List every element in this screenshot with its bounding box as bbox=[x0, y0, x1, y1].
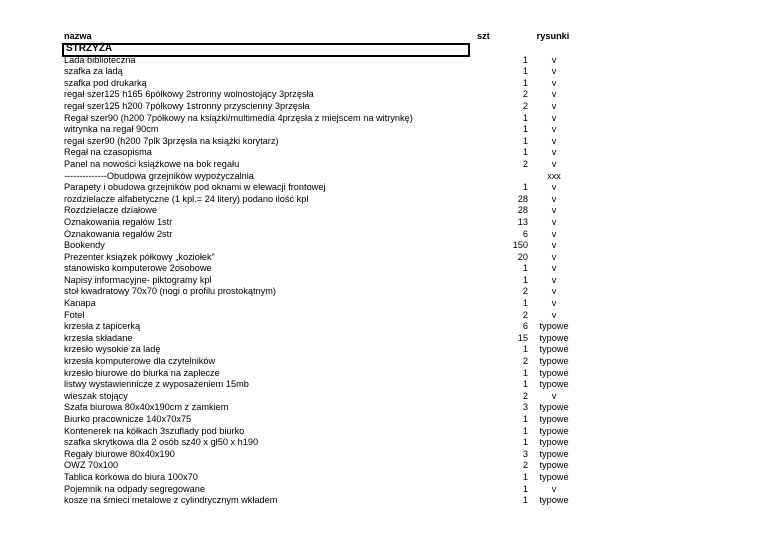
qty-cell[interactable]: 2 bbox=[522, 460, 528, 471]
qty-cell[interactable]: 150 bbox=[512, 240, 528, 251]
item-name-cell[interactable]: Oznakowania regałów 2str bbox=[64, 228, 173, 239]
item-name-cell[interactable]: Tablica korkowa do biura 100x70 bbox=[64, 471, 198, 482]
drawing-cell[interactable]: v bbox=[551, 216, 557, 227]
item-name-cell[interactable]: krzesło wysokie za ladę bbox=[64, 344, 161, 355]
qty-cell[interactable]: 2 bbox=[522, 309, 528, 320]
item-name-cell[interactable]: stoł kwadratowy 70x70 (nogi o profilu prostokątnym) bbox=[64, 286, 276, 297]
qty-cell[interactable]: 1 bbox=[522, 182, 528, 193]
table-row[interactable] bbox=[62, 379, 569, 391]
column-header-qty[interactable]: szt bbox=[477, 31, 490, 41]
table-row[interactable] bbox=[62, 263, 557, 275]
qty-cell[interactable]: 3 bbox=[522, 402, 528, 413]
table-row[interactable] bbox=[62, 495, 569, 507]
item-name-cell[interactable]: Bookendy bbox=[64, 240, 105, 251]
table-row[interactable] bbox=[62, 321, 569, 333]
qty-cell[interactable]: 1 bbox=[522, 298, 528, 309]
table-row[interactable] bbox=[62, 216, 557, 229]
qty-cell[interactable]: 2 bbox=[522, 356, 528, 367]
qty-cell[interactable]: 2 bbox=[522, 100, 528, 111]
item-name-cell[interactable]: szafka skrytkowa dla 2 osób sz40 x gł50 x h190 bbox=[64, 437, 259, 448]
item-name-cell[interactable]: stanowisko komputerowe 2osobowe bbox=[64, 263, 212, 274]
drawing-cell[interactable]: v bbox=[551, 298, 557, 309]
drawing-cell[interactable]: typowe bbox=[539, 471, 569, 482]
table-row[interactable] bbox=[62, 158, 557, 171]
table-row[interactable] bbox=[62, 193, 557, 206]
drawing-cell[interactable]: typowe bbox=[539, 414, 569, 424]
drawing-cell[interactable]: typowe bbox=[539, 402, 569, 413]
table-row[interactable] bbox=[62, 425, 569, 438]
qty-cell[interactable]: 1 bbox=[522, 495, 528, 506]
item-name-cell[interactable]: kosze na śmieci metalowe z cylindrycznym wkładem bbox=[64, 495, 278, 506]
qty-cell[interactable]: 1 bbox=[522, 379, 528, 390]
table-row[interactable] bbox=[62, 448, 569, 461]
table-row[interactable] bbox=[62, 390, 557, 403]
drawing-cell[interactable]: typowe bbox=[539, 379, 569, 390]
item-name-cell[interactable]: Szafa biurowa 80x40x190cm z zamkiem bbox=[64, 402, 229, 413]
item-name-cell[interactable]: krzesła z tapicerką bbox=[64, 321, 141, 332]
table-row[interactable] bbox=[62, 77, 557, 90]
table-row[interactable] bbox=[62, 344, 569, 356]
qty-cell[interactable]: 28 bbox=[517, 193, 528, 204]
item-name-cell[interactable]: OWZ 70x100 bbox=[64, 460, 119, 471]
table-row[interactable] bbox=[62, 170, 561, 183]
item-name-cell[interactable]: rozdzielacze alfabetyczne (1 kpl.= 24 litery) podano ilość kpl bbox=[64, 193, 309, 204]
item-name-cell[interactable]: Oznakowania regałów 1str bbox=[64, 216, 173, 227]
qty-cell[interactable]: 15 bbox=[517, 332, 528, 343]
drawing-cell[interactable]: v bbox=[551, 263, 557, 274]
drawing-cell[interactable]: typowe bbox=[539, 321, 569, 332]
table-row[interactable] bbox=[62, 100, 557, 113]
table-row[interactable] bbox=[62, 251, 557, 264]
drawing-cell[interactable]: typowe bbox=[539, 437, 569, 448]
qty-cell[interactable]: 1 bbox=[522, 471, 528, 482]
table-row[interactable] bbox=[62, 182, 557, 194]
table-row[interactable] bbox=[62, 460, 569, 472]
drawing-cell[interactable]: v bbox=[551, 124, 557, 135]
table-row[interactable] bbox=[62, 124, 557, 136]
qty-cell[interactable]: 3 bbox=[522, 448, 528, 459]
qty-cell[interactable]: 1 bbox=[522, 344, 528, 355]
drawing-cell[interactable]: v bbox=[551, 286, 557, 297]
item-name-cell[interactable]: regał szer125 h165 6półkowy 2stronny wolnostojący 3przęsła bbox=[64, 89, 314, 100]
table-row[interactable] bbox=[62, 437, 569, 449]
drawing-cell[interactable]: v bbox=[551, 135, 557, 146]
drawing-cell[interactable]: xxx bbox=[547, 170, 561, 181]
drawing-cell[interactable]: v bbox=[551, 483, 557, 494]
drawing-cell[interactable]: v bbox=[551, 228, 557, 239]
drawing-cell[interactable]: typowe bbox=[539, 332, 569, 343]
item-name-cell[interactable]: Pojemnik na odpady segregowane bbox=[64, 483, 205, 494]
column-header-drawings[interactable]: rysunki bbox=[536, 31, 570, 41]
qty-cell[interactable]: 2 bbox=[522, 286, 528, 297]
drawing-cell[interactable]: typowe bbox=[539, 344, 569, 355]
qty-cell[interactable]: 1 bbox=[522, 437, 528, 448]
table-row[interactable] bbox=[62, 54, 557, 67]
drawing-cell[interactable]: v bbox=[551, 66, 557, 77]
column-header-name[interactable]: nazwa bbox=[64, 31, 92, 41]
drawing-cell[interactable]: typowe bbox=[539, 448, 569, 459]
item-name-cell[interactable]: regał szer90 (h200 7plk 3przęsła na książki korytarz) bbox=[64, 135, 279, 146]
table-row[interactable] bbox=[62, 367, 569, 380]
qty-cell[interactable]: 6 bbox=[522, 321, 528, 332]
item-name-cell[interactable]: krzesła komputerowe dla czytelników bbox=[64, 356, 216, 367]
item-name-cell[interactable]: Biurko pracownicze 140x70x75 bbox=[64, 414, 192, 424]
item-name-cell[interactable]: --------------Obudowa grzejników wypożyczalnia bbox=[64, 170, 254, 181]
table-row[interactable] bbox=[62, 298, 557, 310]
item-name-cell[interactable]: Panel na nowości książkowe na bok regału bbox=[64, 158, 240, 169]
drawing-cell[interactable]: typowe bbox=[539, 495, 569, 506]
table-body bbox=[62, 54, 569, 507]
drawing-cell[interactable]: v bbox=[551, 158, 557, 169]
table-row[interactable] bbox=[62, 89, 557, 101]
item-name-cell[interactable]: Regały biurowe 80x40x190 bbox=[64, 448, 175, 459]
drawing-cell[interactable]: v bbox=[551, 147, 557, 158]
item-name-cell[interactable]: Kanapa bbox=[64, 298, 96, 309]
item-name-cell[interactable]: Prezenter książek półkowy „koziołek” bbox=[64, 251, 215, 262]
qty-cell[interactable]: 1 bbox=[522, 147, 528, 158]
drawing-cell[interactable]: typowe bbox=[539, 367, 569, 378]
qty-cell[interactable]: 1 bbox=[522, 263, 528, 274]
item-name-cell[interactable]: szafka za ladą bbox=[64, 66, 123, 77]
table-row[interactable] bbox=[62, 274, 557, 287]
item-name-cell[interactable]: Regał na czasopisma bbox=[64, 147, 152, 158]
table-row[interactable] bbox=[62, 471, 569, 484]
item-name-cell[interactable]: Lada biblioteczna bbox=[64, 54, 136, 65]
drawing-cell[interactable]: v bbox=[551, 205, 557, 216]
spreadsheet bbox=[62, 31, 570, 507]
qty-cell[interactable]: 2 bbox=[522, 390, 528, 401]
qty-cell[interactable]: 1 bbox=[522, 77, 528, 88]
drawing-cell[interactable]: v bbox=[551, 54, 557, 65]
qty-cell[interactable]: 20 bbox=[517, 251, 528, 262]
qty-cell[interactable]: 6 bbox=[522, 228, 528, 239]
drawing-cell[interactable]: typowe bbox=[539, 356, 569, 367]
item-name-cell[interactable]: szafka pod drukarką bbox=[64, 77, 147, 88]
qty-cell[interactable]: 1 bbox=[522, 135, 528, 146]
qty-cell[interactable]: 1 bbox=[522, 66, 528, 77]
qty-cell[interactable]: 1 bbox=[522, 54, 528, 65]
table-row[interactable] bbox=[62, 66, 557, 78]
qty-cell[interactable]: 28 bbox=[517, 205, 528, 216]
drawing-cell[interactable]: v bbox=[551, 240, 557, 251]
table-row[interactable] bbox=[62, 483, 557, 496]
drawing-cell[interactable]: v bbox=[551, 100, 557, 111]
qty-cell[interactable]: 2 bbox=[522, 89, 528, 100]
table-row[interactable] bbox=[62, 228, 557, 241]
drawing-cell[interactable]: typowe bbox=[539, 425, 569, 436]
item-name-cell[interactable]: regał szer125 h200 7półkowy 1stronny przyscienny 3przęsła bbox=[64, 100, 310, 111]
table-row[interactable] bbox=[62, 112, 557, 125]
drawing-cell[interactable]: typowe bbox=[539, 460, 569, 471]
qty-cell[interactable]: 1 bbox=[522, 414, 528, 424]
table-row[interactable] bbox=[62, 135, 557, 148]
qty-cell[interactable]: 13 bbox=[517, 216, 528, 227]
table-row[interactable] bbox=[62, 414, 569, 426]
header-row bbox=[62, 31, 570, 43]
drawing-cell[interactable]: v bbox=[551, 390, 557, 401]
item-name-cell[interactable]: Regał szer90 (h200 7półkowy na książki/multimedia 4przęsła z miejscem na witrynkę) bbox=[64, 112, 413, 123]
drawing-cell[interactable]: v bbox=[551, 251, 557, 262]
drawing-cell[interactable]: v bbox=[551, 309, 557, 320]
qty-cell[interactable]: 1 bbox=[522, 124, 528, 135]
item-name-cell[interactable]: witrynka na regał 90cm bbox=[64, 124, 159, 135]
item-name-cell[interactable]: Parapety i obudowa grzejników pod oknami w elewacji frontowej bbox=[64, 182, 326, 193]
drawing-cell[interactable]: v bbox=[551, 274, 557, 285]
item-name-cell[interactable]: Kontenerek na kółkach 3szuflady pod biurko bbox=[64, 425, 245, 436]
item-name-cell[interactable]: listwy wystawiennicze z wyposażeniem 15mb bbox=[64, 379, 249, 390]
table-row[interactable] bbox=[62, 402, 569, 414]
drawing-cell[interactable]: v bbox=[551, 112, 557, 123]
table-row[interactable] bbox=[62, 356, 569, 368]
qty-cell[interactable]: 2 bbox=[522, 158, 528, 169]
qty-cell[interactable]: 1 bbox=[522, 483, 528, 494]
item-name-cell[interactable]: Napisy informacyjne- piktogramy kpl bbox=[64, 274, 212, 285]
item-name-cell[interactable]: wieszak stojący bbox=[64, 390, 128, 401]
table-row[interactable] bbox=[62, 147, 557, 159]
drawing-cell[interactable]: v bbox=[551, 89, 557, 100]
table-row[interactable] bbox=[62, 205, 557, 217]
drawing-cell[interactable]: v bbox=[551, 182, 557, 193]
qty-cell[interactable]: 1 bbox=[522, 112, 528, 123]
table-row[interactable] bbox=[62, 240, 557, 252]
section-row[interactable] bbox=[62, 43, 522, 55]
item-name-cell[interactable]: krzesło biurowe do biurka na zaplecze bbox=[64, 367, 220, 378]
qty-cell[interactable]: 1 bbox=[522, 367, 528, 378]
table-row[interactable] bbox=[62, 332, 569, 345]
table-row[interactable] bbox=[62, 286, 557, 298]
drawing-cell[interactable]: v bbox=[551, 193, 557, 204]
table-row[interactable] bbox=[62, 309, 557, 322]
section-title: STRZYŻA bbox=[66, 42, 113, 54]
item-name-cell[interactable]: Fotel bbox=[64, 309, 85, 320]
item-name-cell[interactable]: krzesła składane bbox=[64, 332, 133, 343]
item-name-cell[interactable]: Rozdzielacze działowe bbox=[64, 205, 157, 216]
qty-cell[interactable]: 1 bbox=[522, 274, 528, 285]
drawing-cell[interactable]: v bbox=[551, 77, 557, 88]
qty-cell[interactable]: 1 bbox=[522, 425, 528, 436]
